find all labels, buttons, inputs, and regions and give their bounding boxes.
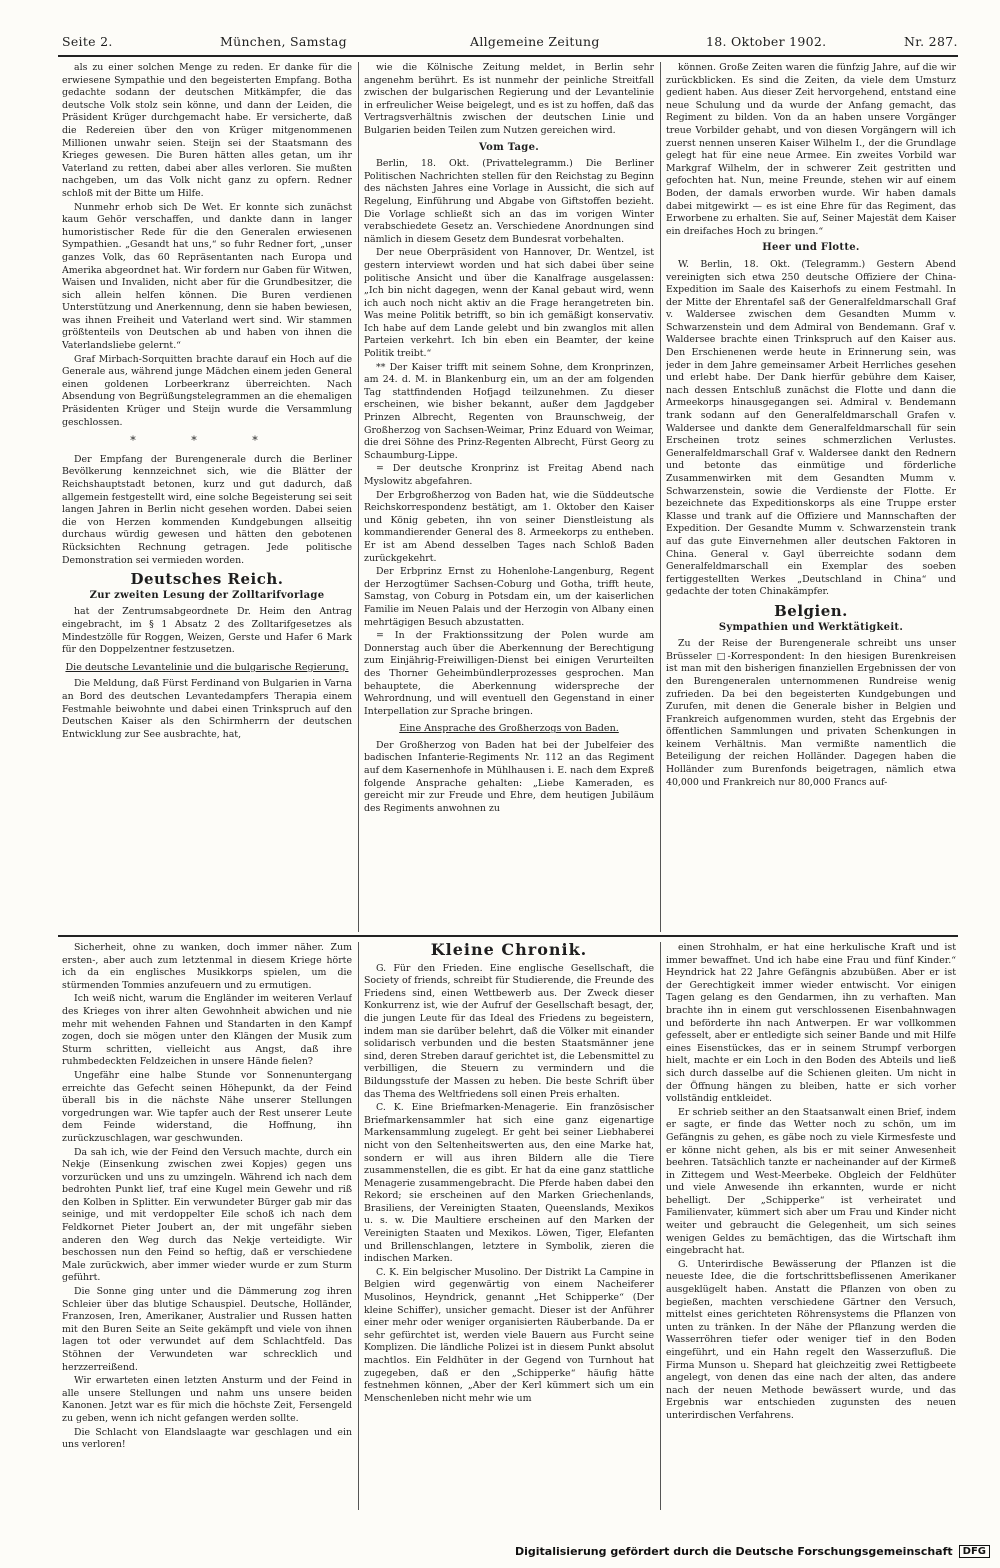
article-paragraph: = Der deutsche Kronprinz ist Freitag Abend nach Myslowitz abgefahren. [364,463,654,487]
story-paragraph: Sicherheit, ohne zu wanken, doch immer näher. Zum ersten-, aber auch zum letztenmal in diesem Kriege hörte ich da ein englisches Musikkorps spielen, um die stürmenden Tommies anzufeuern und zu ermutigen. [62,942,352,991]
column-3 [666,62,956,932]
article-paragraph: Der Erbprinz Ernst zu Hohenlohe-Langenburg, Regent der Herzogtümer Sachsen-Coburg und Gotha, trifft heute, Samstag, von Coburg in Potsdam ein, um der kaiserlichen Familie im Neuen Palais und der Herzogin von Albany einen mehrtägigen Besuch abzustatten. [364,566,654,628]
column-divider [660,942,661,1510]
story-paragraph: Die Sonne ging unter und die Dämmerung zog ihren Schleier über das blutige Schauspiel. Deutsche, Holländer, Franzosen, Iren, Amerikaner, Australier und Russen hatten mit den Buren Seite an Seite gekämpft und viele von ihnen lagen tot oder verwundet auf dem Schlachtfeld. Das Stöhnen der Verwundeten war schrecklich und herzzerreißend. [62,1286,352,1373]
article-paragraph: Der neue Oberpräsident von Hannover, Dr. Wentzel, ist gestern interviewt worden und hat sich dabei über seine politische Ansicht und über die Kanalfrage ausgelassen: „Ich bin nicht dagegen, wenn der Kanal gebaut wird, wenn ich auch noch nicht aktiv an die Frage herangetreten bin. Was meine Politik betrifft, so bin ich gemäßigt konservativ. Ich habe auf dem Lande gelebt und bin zwanglos mit allen Parteien verkehrt. Ich bin eben ein Beamter, der keine Politik treibt.“ [364,247,654,360]
subheading: Vom Tage. [478,141,540,153]
credit-text: Digitalisierung gefördert durch die Deutsche Forschungsgemeinschaft [514,1545,953,1558]
feuilleton-column-1 [62,942,352,1510]
section-heading-deutsches-reich: Deutsches Reich. [130,570,284,589]
issue-date: 18. Oktober 1902. [706,34,827,49]
article-paragraph: Die Meldung, daß Fürst Ferdinand von Bulgarien in Varna an Bord des deutschen Levantedampfers Therapia einem Festmahle beiwohnte und dabei einen Trinkspruch auf den Deutschen Kaiser als den Schirmherrn der deutschen Entwicklung zur See ausbrachte, hat, [62,678,352,740]
newspaper-page [58,30,958,1530]
subheading: Sympathien und Werktätigkeit. [718,621,904,633]
chronicle-paragraph: einen Strohhalm, er hat eine herkulische Kraft und ist immer bewaffnet. Und ich habe eine Frau und fünf Kinder.“ Heyndrick hat 22 Jahre Gefängnis abzubüßen. Aber er ist der Gerechtigkeit immer wieder entwischt. Vor einigen Tagen gelang es den Gendarmen, ihn zu verhaften. Man brachte ihn in einem gut verschlossenen Eisenbahnwagen und beförderte ihn nach Antwerpen. Er war vollkommen gefesselt, aber er entledigte sich seiner Bande und mit Hilfe eines Eisenstückes, das er in seinem Strumpf verborgen hielt, machte er ein Loch in den Boden des Abteils und ließ sich durch dasselbe auf die Schienen gleiten. Um nicht in der Öffnung hängen zu bleiben, hatte er sich vorher vollständig entkleidet. [666,942,956,1105]
story-paragraph: Ich weiß nicht, warum die Engländer im weiteren Verlauf des Krieges von ihrer alten Gewohnheit abwichen und nie mehr mit wehenden Fahnen und Standarten in den Kampf zogen, doch sie mögen unter den Klängen der Musik zum Sturm schritten, vielleicht aus Angst, daß ihre ruhmbedeckten Feldzeichen in unsere Hände fielen? [62,993,352,1068]
story-paragraph: Die Schlacht von Elandslaagte war geschlagen und ein uns verloren! [62,1426,352,1451]
article-paragraph: wie die Kölnische Zeitung meldet, in Berlin sehr angenehm berührt. Es ist nunmehr der peinliche Streitfall zwischen der bulgarischen Regierung und der Levantelinie in erfreulicher Weise beigelegt, und es ist zu hoffen, daß das Vertragsverhältnis zwischen der deutschen Linie und Bulgarien beiden Teilen zum Nutzen gereichen wird. [364,62,654,136]
column-divider [358,942,359,1510]
article-paragraph: Graf Mirbach-Sorquitten brachte darauf ein Hoch auf die Generale aus, während junge Mädchen einem jeden General einen goldenen Lorbeerkranz überreichten. Nach Absendung von Begrüßungstelegrammen an die ehemaligen Präsidenten Krüger und Steijn wurde die Versammlung geschlossen. [62,353,352,428]
article-paragraph: hat der Zentrumsabgeordnete Dr. Heim den Antrag eingebracht, im § 1 Absatz 2 des Zolltarifgesetzes als Mindestzölle für Roggen, Weizen, Gerste und Hafer 6 Mark für den Doppelzentner festzusetzen. [62,606,352,656]
page-header [58,30,958,54]
story-paragraph: Ungefähr eine halbe Stunde vor Sonnenuntergang erreichte das Gefecht seinen Höhepunkt, da der Feind überall bis in die nächste Nähe unserer Stellungen vorgedrungen war. Wie tapfer auch der Rest unserer Leute dem Feinde widerstand, die Hoffnung, ihn zurückzuschlagen, war geschwunden. [62,1069,352,1144]
chronicle-paragraph: G. Für den Frieden. Eine englische Gesellschaft, die Society of friends, schreibt für Studierende, die Freunde des Friedens sind, einen Wettbewerb aus. Der Zweck dieser Konkurrenz ist, wie der Aufruf der Gesellschaft besagt, der, die jungen Leute für das Ideal des Friedens zu begeistern, indem man sie darüber belehrt, daß die Völker mit einander solidarisch verbunden und die besten Staatsmänner jene sind, deren Streben darauf gerichtet ist, die Lebensmittel zu verbilligen, die Steuern zu vermindern und die Bildungsstufe der Massen zu heben. Die beste Schrift über das Thema des Weltfriedens soll einen Preis erhalten. [364,962,654,1100]
article-paragraph: W. Berlin, 18. Okt. (Telegramm.) Gestern Abend vereinigten sich etwa 250 deutsche Offiziere der China-Expedition im Saale des Kaiserhofs zu einem Festmahl. In der Mitte der Ehrentafel saß der Generalfeldmarschall Graf v. Waldersee zwischen dem Gesandten Mumm v. Schwarzenstein und dem Admiral von Bendemann. Graf v. Waldersee brachte einen Trinkspruch auf den Kaiser aus. Den Erschienenen werde heute in Erinnerung sein, was jeder in dem Jahre gemeinsamer Arbeit Herrliches gesehen und erlebt habe. Der Dank hierfür gebühre dem Kaiser, nach dessen Entschluß zunächst die Flotte und dann die Armeekorps hinausgegangen sei. Admiral v. Bendemann trank sodann auf den Generalfeldmarschall Grafen v. Waldersee und dankte dem Generalfeldmarschall für sein Erscheinen trotz seines schmerzlichen Verlustes. Generalfeldmarschall Graf v. Waldersee dankt den Rednern und betonte das einmütige und förderliche Zusammenwirken mit dem Gesandten Mumm v. Schwarzenstein, sowie die Verdienste der Flotte. Er bezeichnete das Expeditionskorps als eine Truppe erster Klasse und trank auf die Offiziere und Mannschaften der Expedition. Der Gesandte Mumm v. Schwarzenstein trank auf das gute Einvernehmen aller deutschen Faktoren in China. General v. Gayl überreichte sodann dem Generalfeldmarschall ein Exemplar des soeben fertiggestellten Werkes „Deutschland in China“ und gedachte der toten Chinakämpfer. [666,258,956,598]
paper-title: Allgemeine Zeitung [470,34,600,49]
subheading: Eine Ansprache des Großherzogs von Baden. [399,723,619,735]
section-heading-belgien: Belgien. [774,601,848,620]
feuilleton-title: Kleine Chronik. [430,942,588,959]
subheading: Die deutsche Levantelinie und die bulgarische Regierung. [65,661,349,673]
feuilleton-column-3 [666,942,956,1510]
chronicle-paragraph: Er schrieb seither an den Staatsanwalt einen Brief, indem er sagte, er finde das Wetter noch zu schön, um im Gefängnis zu gehen, es gäbe noch zu viele Kirmesfeste und er könne nicht gehen, als bis er mit seiner Anwesenheit beehren. Tatsächlich tanzte er nacheinander auf der Kirmeß in Zittegem und West-Meerbeke. Obgleich der Feldhüter und viele Anwesende ihn erkannten, wurde er nicht behelligt. Der „Schipperke“ ist verheiratet und Familienvater, kümmert sich aber um Frau und Kinder nicht weiter und gebraucht die Gelegenheit, um sich seines wenigen Geldes zu bemächtigen, das die Wirtschaft ihm eingebracht hat. [666,1106,956,1257]
chronicle-paragraph: C. K. Eine Briefmarken-Menagerie. Ein französischer Briefmarkensammler hat sich eine ganz eigenartige Markensammlung zugelegt. Er geht bei seiner Liebhaberei nicht von den Seltenheitswerten aus, den eine Marke hat, sondern er will aus ihren Bildern alle die Tiere zusammenstellen, die es gibt. Er hat da eine ganz stattliche Menagerie zusammengebracht. Die Pferde haben dabei den Rekord; sie erscheinen auf den Marken Griechenlands, Brasiliens, der Vereinigten Staaten, Queenslands, Mexikos u. s. w. Die Maultiere erscheinen auf den Marken der Vereinigten Staaten und Mexikos. Löwen, Tiger, Elefanten und Brillenschlangen, letztere in Symbolik, zieren die indischen Marken. [364,1102,654,1265]
article-paragraph: Nunmehr erhob sich De Wet. Er konnte sich zunächst kaum Gehör verschaffen, und dankte dann in langer humoristischer Rede für die den Generalen erwiesenen Sympathien. „Gesandt hat uns,“ so fuhr Redner fort, „unser ganzes Volk, das 60 Repräsentanten nach Europa und Amerika abgeordnet hat. Wir fordern nur Gaben für Witwen, Waisen und Invaliden, nicht aber für die Grundbesitzer, die sich allein helfen können. Die Buren verdienen Unterstützung und Anerkennung, denn sie haben bewiesen, was ihnen Freiheit und Vaterland wert sind. Wir stammen größtenteils von Deutschen ab und haben von ihnen die Vaterlandsliebe gelernt.“ [62,201,352,352]
issue-number: Nr. 287. [904,34,958,49]
column-2 [364,62,654,932]
column-divider [358,62,359,932]
header-rule [58,55,958,57]
place-and-day: München, Samstag [220,34,347,49]
article-paragraph: ** Der Kaiser trifft mit seinem Sohne, dem Kronprinzen, am 24. d. M. in Blankenburg ein, um an der am folgenden Tag stattfindenden Hofjagd teilzunehmen. Zu dieser erscheinen, wie bisher bekannt, außer dem Jagdgeber Prinzen Albrecht, Regenten von Braunschweig, der Großherzog von Sachsen-Weimar, Prinz Eduard von Weimar, die drei Söhne des Prinz-Regenten Albrecht, Fürst Georg zu Schaumburg-Lippe. [364,361,654,461]
subheading: Heer und Flotte. [762,242,860,254]
story-paragraph: Da sah ich, wie der Feind den Versuch machte, durch ein Nekje (Einsenkung zwischen zwei Kopjes) gegen uns vorzurücken und uns zu umzingeln. Während ich nach dem bedrohten Punkt lief, traf eine Kugel mein Gewehr und riß den Kolben in Splitter. Ein verwundeter Bürger gab mir das seinige, und mit verdoppelter Eile schoß ich nach dem Feldkornet Pieter Joubert an, der mit ungefähr sieben anderen den Weg durch das Nekje verteidigte. Wir beschossen nun den Feind so heftig, daß er verschiedene Male zurückwich, aber immer wieder wurde er zum Sturm geführt. [62,1146,352,1284]
article-paragraph: = In der Fraktionssitzung der Polen wurde am Donnerstag auch über die Aberkennung der Berechtigung zum Einjährig-Freiwilligen-Dienst bei einigen Verurteilten des Thorner Geheimbündlerprozesses gesprochen. Man behauptete, die Aberkennung widerspreche der Wehrordnung, und will eventuell den Gegenstand in einer Interpellation zur Sprache bringen. [364,630,654,717]
article-paragraph: Berlin, 18. Okt. (Privattelegramm.) Die Berliner Politischen Nachrichten stellen für den Reichstag zu Beginn des nächsten Jahres eine Vorlage in Aussicht, die sich auf Regelung, Einführung und Abgabe von Giftstoffen bezieht. Die Vorlage schließt sich an das im vorigen Winter verabschiedete Gesetz an. Verschiedene Anordnungen sind nämlich in diesem Gesetz dem Bundesrat vorbehalten. [364,158,654,245]
feuilleton-rule [58,935,958,937]
column-divider [660,62,661,932]
article-paragraph: Der Erbgroßherzog von Baden hat, wie die Süddeutsche Reichskorrespondenz bestätigt, am 1. Oktober den Kaiser und König gebeten, ihn von seiner Dienstleistung als kommandierender General des 8. Armeekorps zu entheben. Er ist am Abend desselben Tages nach Schloß Baden zurückgekehrt. [364,489,654,564]
article-paragraph: Zu der Reise der Burengenerale schreibt uns unser Brüsseler □-Korrespondent: In den hiesigen Burenkreisen ist man mit den bisherigen finanziellen Ergebnissen der von den Burengeneralen unternommenen Rundreise wenig zufrieden. Da bei den begeisterten Kundgebungen und Zurufen, mit denen die Generale bisher in Belgien und Frankreich aufgenommen wurden, steht das Ergebnis der öffentlichen Sammlungen und privaten Schenkungen in keinem Verhältnis. Man vermißte namentlich die Beteiligung der reichen Holländer. Dagegen haben die Holländer zum Burenfonds beigetragen, nämlich etwa 40,000 und Frankreich nur 80,000 Francs auf- [666,638,956,788]
article-paragraph: können. Große Zeiten waren die fünfzig Jahre, auf die wir zurückblicken. Es sind die Zeiten, da viele dem Umsturz gedient haben. Aus dieser Zeit hervorgehend, entstand eine neue Schulung und da wurde der Anfang gemacht, das Regiment zu bilden. Von da an haben unsere Vorgänger treue Vorbilder gehabt, und von diesen Vorgängern will ich zuerst nennen unseren Kaiser Wilhelm I., der die Grundlage gelegt hat für eine neue Armee. Ein zweites Vorbild war Markgraf Wilhelm, der in schwerer Zeit gestritten und gefochten hat. Nun, meine Freunde, stehen wir auf einem Boden, der damals erworben wurde. Wir haben damals dabei mitgewirkt — es ist eine Ehre für das Regiment, das Erworbene zu erhalten. Sie auf, Seiner Majestät dem Kaiser ein dreifaches Hoch zu bringen.“ [666,62,956,237]
section-separator: * * * [130,434,284,448]
article-paragraph: Der Großherzog von Baden hat bei der Jubelfeier des badischen Infanterie-Regiments Nr. 112 an das Regiment auf dem Kasernenhofe in Mühlhausen i. E. nach dem Expreß folgende Ansprache gehalten: „Liebe Kameraden, es gereicht mir zur Freude und Ehre, dem heutigen Jubiläum des Regiments anwohnen zu [364,739,654,814]
article-paragraph: als zu einer solchen Menge zu reden. Er danke für die erwiesene Sympathie und den begeisterten Empfang. Botha gedachte sodann der deutschen Mitkämpfer, die das deutsche Volk stolz sein könne, und dann der Leiden, die Präsident Krüger durchgemacht habe. Er versicherte, daß die Redereien über den von Krüger mitgenommenen Millionen unwahr seien. Steijn sei der Staatsmann des Krieges gewesen. Die Buren hätten alles getan, um ihr Vaterland zu retten, dabei aber alles verloren. Sie mußten nachgeben, um das Volk nicht ganz zu opfern. Redner schloß mit der Bitte um Hilfe. [62,62,352,199]
subheading: Zur zweiten Lesung der Zolltarifvorlage [89,589,325,601]
digitization-credit [515,1545,990,1558]
dfg-logo: DFG [959,1545,990,1558]
chronicle-paragraph: C. K. Ein belgischer Musolino. Der Distrikt La Campine in Belgien wird gegenwärtig von einem Nacheiferer Musolinos, Heyndrick, genannt „Het Schipperke“ (Der kleine Schiffer), unsicher gemacht. Dieser ist der Anführer einer mehr oder weniger organisierten Räuberbande. Da er sehr gefürchtet ist, werden viele Bauern aus Furcht seine Komplizen. Die ländliche Polizei ist in diesem Punkt absolut machtlos. Ein Feldhüter in der Gegend von Turnhout hat zugegeben, daß er den „Schipperke“ häufig hätte festnehmen können, „Aber der Kerl kümmert sich um ein Menschenleben nicht mehr wie um [364,1266,654,1404]
chronicle-paragraph: G. Unterirdische Bewässerung der Pflanzen ist die neueste Idee, die die fortschrittsbeflissenen Amerikaner ausgeklügelt haben. Anstatt die Pflanzen von oben zu begießen, machten verschiedene Gärtner den Versuch, mittelst eines gerichteten Röhrensystems die Pflanzen von unten zu tränken. In der Nähe der Pflanzung werden die Wasserröhren tiefer oder weniger tief in den Boden eingeführt, und ein Hahn regelt den Wasserzufluß. Die Firma Munson u. Shepard hat gleichzeitig zwei Rettigbeete angelegt, von denen das eine nach der alten, das andere nach der neuen Methode bewässert wurde, und das Ergebnis war entschieden zugunsten des neuen unterirdischen Verfahrens. [666,1258,956,1421]
page-number: Seite 2. [62,34,113,49]
column-1 [62,62,352,932]
feuilleton-column-2 [364,942,654,1510]
article-paragraph: Der Empfang der Burengenerale durch die Berliner Bevölkerung kennzeichnet sich, wie die Blätter der Reichshauptstadt betonen, kurz und gut dadurch, daß allgemein festgestellt wird, eine solche Begeisterung sei seit langen Jahren in Berlin nicht gesehen worden. Dabei seien die von Herzen kommenden Kundgebungen allseitig durchaus würdig gewesen und hätten den gebotenen Rücksichten Rechnung getragen. Jede politische Demonstration sei vermieden worden. [62,453,352,566]
story-paragraph: Wir erwarteten einen letzten Ansturm und der Feind in alle unsere Stellungen und nahm uns unsere beiden Kanonen. Jetzt war es für mich die höchste Zeit, Fersengeld zu geben, wenn ich nicht gefangen werden sollte. [62,1375,352,1424]
